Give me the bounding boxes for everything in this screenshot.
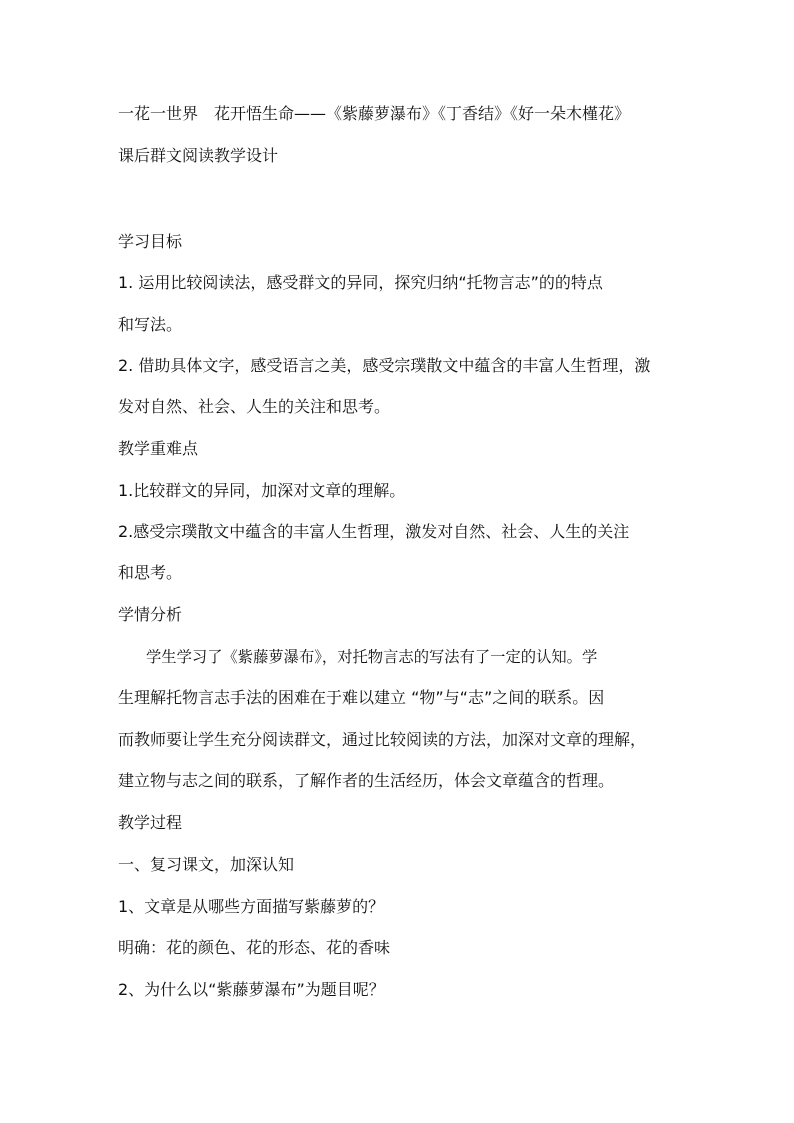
answer-1: 明确：花的颜色、花的形态、花的香味 <box>118 938 391 957</box>
objective-1-line-2: 和写法。 <box>118 315 183 334</box>
process-heading: 教学过程 <box>118 813 183 832</box>
analysis-line-3: 而教师要让学生充分阅读群文，通过比较阅读的方法，加深对文章的理解， <box>118 730 647 749</box>
objective-2-line-1: 2. 借助具体文字，感受语言之美，感受宗璞散文中蕴含的丰富人生哲理，激 <box>118 356 651 375</box>
title-line-1: 一花一世界 花开悟生命——《紫藤萝瀑布》《丁香结》《好一朵木槿花》 <box>118 104 631 123</box>
objective-2-line-2: 发对自然、社会、人生的关注和思考。 <box>118 397 391 416</box>
analysis-line-4: 建立物与志之间的联系，了解作者的生活经历，体会文章蕴含的哲理。 <box>118 771 615 790</box>
objective-1-line-1: 1. 运用比较阅读法，感受群文的异同，探究归纳“托物言志”的的特点 <box>118 273 603 292</box>
difficulties-heading: 教学重难点 <box>118 439 199 458</box>
difficulty-2-line-1: 2.感受宗璞散文中蕴含的丰富人生哲理，激发对自然、社会、人生的关注 <box>118 522 630 541</box>
difficulty-1: 1.比较群文的异同，加深对文章的理解。 <box>118 481 406 500</box>
question-2: 2、为什么以“紫藤萝瀑布”为题目呢？ <box>118 980 385 999</box>
analysis-line-1: 学生学习了《紫藤萝瀑布》，对托物言志的写法有了一定的认知。学 <box>146 648 598 666</box>
title-line-2: 课后群文阅读教学设计 <box>118 146 279 165</box>
question-1: 1、文章是从哪些方面描写紫藤萝的？ <box>118 897 385 916</box>
difficulty-2-line-2: 和思考。 <box>118 563 183 582</box>
step-1-heading: 一、复习课文，加深认知 <box>118 855 295 874</box>
analysis-heading: 学情分析 <box>118 605 183 624</box>
objectives-heading: 学习目标 <box>118 232 183 251</box>
analysis-line-2: 生理解托物言志手法的困难在于难以建立 “物”与“志”之间的联系。因 <box>118 688 605 707</box>
